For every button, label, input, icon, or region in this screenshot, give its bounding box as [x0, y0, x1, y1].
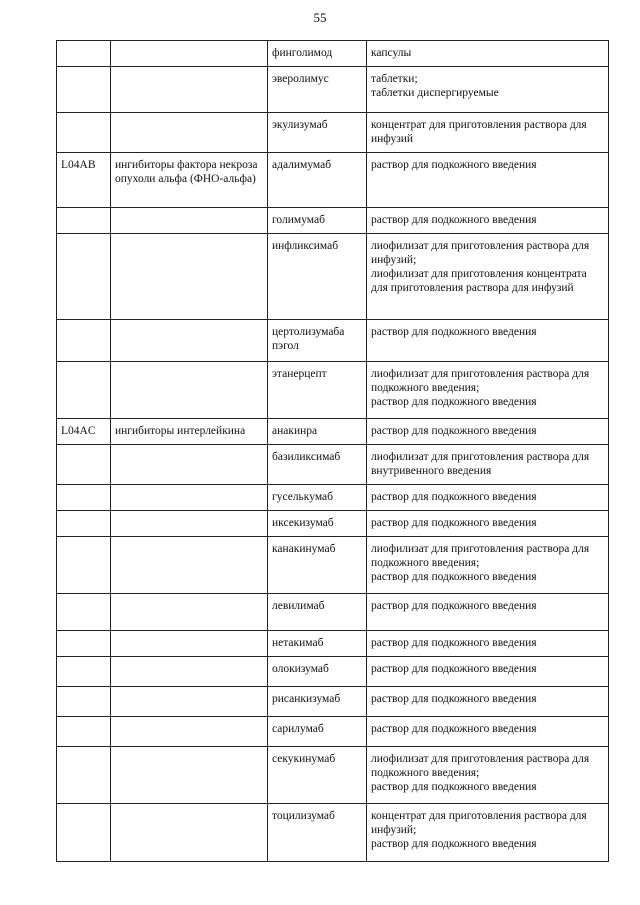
- atc-code-cell: [57, 485, 111, 511]
- atc-code-cell: [57, 717, 111, 747]
- table-row: [57, 594, 609, 631]
- dosage-form-cell: лиофилизат для приготовления раствора для подкожного введения; раствор для подкожного введения: [367, 747, 609, 804]
- drug-name-cell: эверолимус: [268, 67, 367, 113]
- drug-name-cell: цертолизумаба пэгол: [268, 320, 367, 362]
- dosage-form-cell: раствор для подкожного введения: [367, 208, 609, 234]
- dosage-form-cell: раствор для подкожного введения: [367, 511, 609, 537]
- drug-name-cell: инфликсимаб: [268, 234, 367, 320]
- table-row: [57, 747, 609, 804]
- atc-code-cell: [57, 208, 111, 234]
- group-name-cell: [111, 657, 268, 687]
- group-name-cell: [111, 594, 268, 631]
- drug-name-cell: иксекизумаб: [268, 511, 367, 537]
- atc-code-cell: [57, 362, 111, 419]
- table-row: [57, 717, 609, 747]
- table-row: [57, 804, 609, 862]
- atc-code-cell: [57, 747, 111, 804]
- drug-name-cell: олокизумаб: [268, 657, 367, 687]
- atc-code-cell: [57, 234, 111, 320]
- dosage-form-cell: концентрат для приготовления раствора для инфузий: [367, 113, 609, 153]
- atc-code-cell: [57, 657, 111, 687]
- drug-name-cell: голимумаб: [268, 208, 367, 234]
- group-name-cell: [111, 208, 268, 234]
- dosage-form-cell: концентрат для приготовления раствора для инфузий; раствор для подкожного введения: [367, 804, 609, 862]
- group-name-cell: ингибиторы фактора некроза опухоли альфа (ФНО-альфа): [111, 153, 268, 208]
- group-name-cell: [111, 113, 268, 153]
- dosage-form-cell: таблетки; таблетки диспергируемые: [367, 67, 609, 113]
- atc-code-cell: [57, 445, 111, 485]
- drug-name-cell: базиликсимаб: [268, 445, 367, 485]
- dosage-form-cell: лиофилизат для приготовления раствора для внутривенного введения: [367, 445, 609, 485]
- drug-name-cell: рисанкизумаб: [268, 687, 367, 717]
- dosage-form-cell: лиофилизат для приготовления раствора для подкожного введения; раствор для подкожного введения: [367, 537, 609, 594]
- atc-code-cell: [57, 41, 111, 67]
- group-name-cell: [111, 362, 268, 419]
- atc-code-cell: [57, 320, 111, 362]
- dosage-form-cell: раствор для подкожного введения: [367, 631, 609, 657]
- group-name-cell: [111, 41, 268, 67]
- atc-code-cell: [57, 537, 111, 594]
- table-row: [57, 511, 609, 537]
- group-name-cell: [111, 67, 268, 113]
- dosage-form-cell: раствор для подкожного введения: [367, 657, 609, 687]
- dosage-form-cell: раствор для подкожного введения: [367, 419, 609, 445]
- dosage-form-cell: раствор для подкожного введения: [367, 717, 609, 747]
- table-row: [57, 631, 609, 657]
- table-row: [57, 153, 609, 208]
- atc-code-cell: [57, 594, 111, 631]
- atc-code-cell: L04AC: [57, 419, 111, 445]
- dosage-form-cell: лиофилизат для приготовления раствора для инфузий; лиофилизат для приготовления концентрата для приготовления раствора для инфузий: [367, 234, 609, 320]
- table-row: [57, 362, 609, 419]
- atc-code-cell: [57, 687, 111, 717]
- group-name-cell: [111, 445, 268, 485]
- table-row: [57, 537, 609, 594]
- group-name-cell: [111, 687, 268, 717]
- table-row: [57, 234, 609, 320]
- table-row: [57, 320, 609, 362]
- drug-name-cell: адалимумаб: [268, 153, 367, 208]
- dosage-form-cell: раствор для подкожного введения: [367, 687, 609, 717]
- atc-code-cell: [57, 804, 111, 862]
- table-row: [57, 687, 609, 717]
- table-row: [57, 485, 609, 511]
- group-name-cell: ингибиторы интерлейкина: [111, 419, 268, 445]
- drug-name-cell: экулизумаб: [268, 113, 367, 153]
- group-name-cell: [111, 485, 268, 511]
- drug-name-cell: анакинра: [268, 419, 367, 445]
- drug-name-cell: секукинумаб: [268, 747, 367, 804]
- atc-code-cell: L04AB: [57, 153, 111, 208]
- group-name-cell: [111, 631, 268, 657]
- atc-code-cell: [57, 113, 111, 153]
- drug-table: [56, 40, 609, 862]
- drug-name-cell: тоцилизумаб: [268, 804, 367, 862]
- dosage-form-cell: раствор для подкожного введения: [367, 485, 609, 511]
- table-row: [57, 41, 609, 67]
- dosage-form-cell: капсулы: [367, 41, 609, 67]
- atc-code-cell: [57, 631, 111, 657]
- table-row: [57, 67, 609, 113]
- group-name-cell: [111, 804, 268, 862]
- dosage-form-cell: раствор для подкожного введения: [367, 320, 609, 362]
- table-row: [57, 419, 609, 445]
- table-row: [57, 208, 609, 234]
- group-name-cell: [111, 717, 268, 747]
- drug-name-cell: сарилумаб: [268, 717, 367, 747]
- table-row: [57, 657, 609, 687]
- drug-name-cell: гуселькумаб: [268, 485, 367, 511]
- drug-name-cell: этанерцепт: [268, 362, 367, 419]
- dosage-form-cell: лиофилизат для приготовления раствора для подкожного введения; раствор для подкожного введения: [367, 362, 609, 419]
- drug-name-cell: левилимаб: [268, 594, 367, 631]
- group-name-cell: [111, 537, 268, 594]
- dosage-form-cell: раствор для подкожного введения: [367, 153, 609, 208]
- table-row: [57, 113, 609, 153]
- drug-name-cell: нетакимаб: [268, 631, 367, 657]
- page-number: 55: [313, 10, 327, 25]
- drug-name-cell: финголимод: [268, 41, 367, 67]
- atc-code-cell: [57, 511, 111, 537]
- group-name-cell: [111, 747, 268, 804]
- drug-name-cell: канакинумаб: [268, 537, 367, 594]
- group-name-cell: [111, 511, 268, 537]
- group-name-cell: [111, 234, 268, 320]
- table-row: [57, 445, 609, 485]
- dosage-form-cell: раствор для подкожного введения: [367, 594, 609, 631]
- group-name-cell: [111, 320, 268, 362]
- atc-code-cell: [57, 67, 111, 113]
